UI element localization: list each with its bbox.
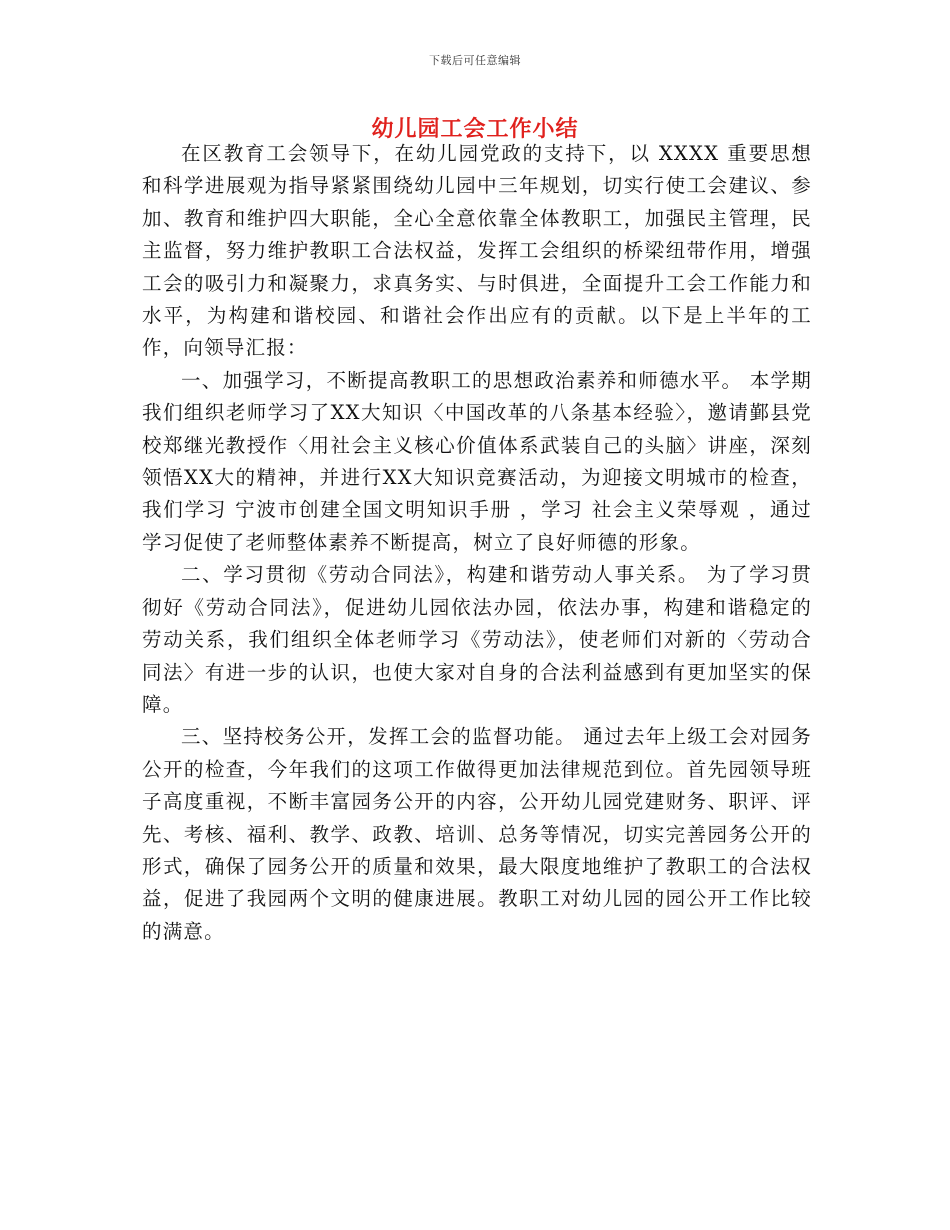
page-header-note: 下载后可任意编辑 bbox=[429, 54, 521, 67]
document-body bbox=[142, 138, 812, 948]
paragraph-section-1: 一、加强学习，不断提高教职工的思想政治素养和师德水平。 本学期我们组织老师学习了XX大知识〈中国改革的八条基本经验〉，邀请鄞县党校郑继光教授作〈用社会主义核心价值体系武装自己的头脑〉讲座，深刻领悟XX大的精神，并进行XX大知识竞赛活动，为迎接文明城市的检查，我们学习 宁波市创建全国文明知识手册 ，学习 社会主义荣辱观 ，通过学习促使了老师整体素养不断提高，树立了良好师德的形象。 bbox=[142, 368, 812, 554]
paragraph-section-3: 三、坚持校务公开，发挥工会的监督功能。 通过去年上级工会对园务公开的检查，今年我们的这项工作做得更加法律规范到位。首先园领导班子高度重视，不断丰富园务公开的内容，公开幼儿园党建财务、职评、评先、考核、福利、教学、政教、培训、总务等情况，切实完善园务公开的形式，确保了园务公开的质量和效果，最大限度地维护了教职工的合法权益，促进了我园两个文明的健康进展。教职工对幼儿园的园公开工作比较的满意。 bbox=[142, 725, 812, 943]
paragraph-section-2: 二、学习贯彻《劳动合同法》，构建和谐劳动人事关系。 为了学习贯彻好《劳动合同法》，促进幼儿园依法办园，依法办事，构建和谐稳定的劳动关系，我们组织全体老师学习《劳动法》，使老师们对新的〈劳动合同法〉有进一步的认识，也使大家对自身的合法利益感到有更加坚实的保障。 bbox=[142, 563, 812, 716]
paragraph-intro: 在区教育工会领导下，在幼儿园党政的支持下，以 XXXX 重要思想和科学进展观为指导紧紧围绕幼儿园中三年规划，切实行使工会建议、参加、教育和维护四大职能，全心全意依靠全体教职工，加强民主管理，民主监督，努力维护教职工合法权益，发挥工会组织的桥梁纽带作用，增强工会的吸引力和凝聚力，求真务实、与时俱进，全面提升工会工作能力和水平，为构建和谐校园、和谐社会作出应有的贡献。以下是上半年的工作，向领导汇报： bbox=[142, 142, 812, 360]
document-title: 幼儿园工会工作小结 bbox=[371, 117, 579, 142]
